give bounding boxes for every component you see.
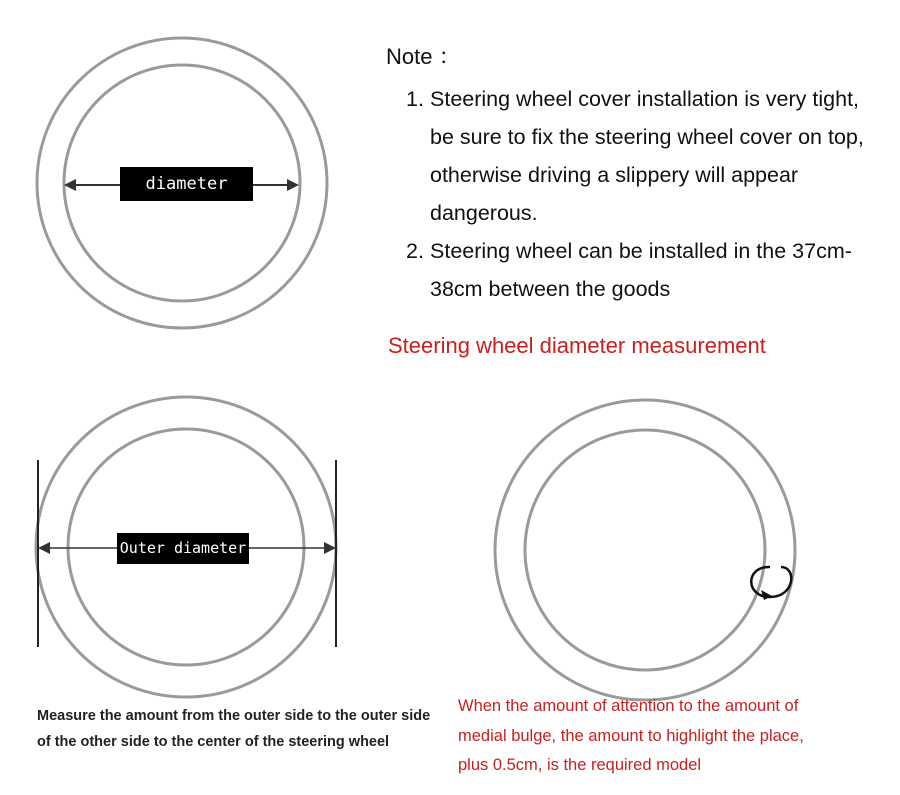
measurement-heading: Steering wheel diameter measurement bbox=[388, 333, 766, 358]
circumference-arrow-icon bbox=[751, 567, 791, 597]
caption-line: When the amount of attention to the amount of bbox=[458, 697, 799, 715]
wheel-bottom-right bbox=[495, 400, 795, 700]
caption-line: medial bulge, the amount to highlight the place, bbox=[458, 726, 804, 745]
note-item-number: 2. bbox=[406, 239, 424, 263]
note-item-text: Steering wheel can be installed in the 37cm-38cm between the goods bbox=[430, 239, 852, 301]
note-item-text: Steering wheel cover installation is very tight, be sure to fix the steering wheel cover on top, otherwise driving a slippery will appear dangerous. bbox=[430, 87, 864, 225]
note-item-1 bbox=[406, 80, 876, 232]
outer-diameter-label: Outer diameter bbox=[117, 533, 249, 564]
note-item-number: 1. bbox=[406, 87, 424, 111]
bulge-measure-caption bbox=[458, 692, 888, 781]
circumference-arrowhead bbox=[761, 590, 772, 600]
outer-measure-caption: Measure the amount from the outer side to the outer side of the other side to the center of the steering wheel bbox=[37, 708, 431, 750]
note-item-2 bbox=[406, 232, 876, 308]
caption-line: plus 0.5cm, is the required model bbox=[458, 756, 702, 774]
wheel-inner-ring bbox=[525, 430, 765, 670]
diameter-label: diameter bbox=[120, 167, 253, 201]
note-title: Note ： bbox=[386, 44, 461, 69]
wheel-outer-ring bbox=[495, 400, 795, 700]
